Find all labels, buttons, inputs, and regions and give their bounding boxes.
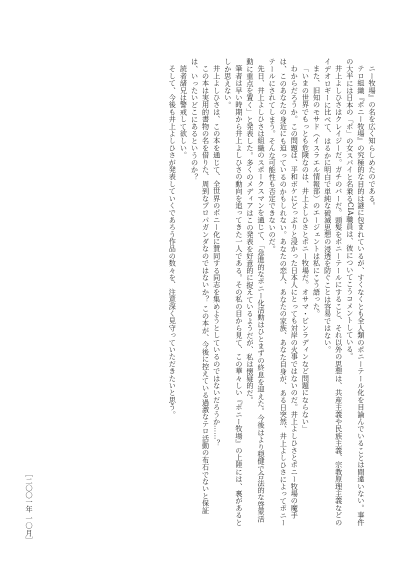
paragraph: 読者諸兄は警戒して欲しい。: [179, 65, 189, 159]
paragraph: そして、今後も井上よしひさが発表していくであろう作品の数々を、注意深く見守っていただきたいと思う。: [168, 65, 178, 418]
paragraph: 筆者は早い時期から井上よしひさの動向を追ってきた一人である。その私の目から見て、この華々しい『ポニー牧場』の上陸には、裏があるとしか思えない。: [223, 58, 244, 526]
paragraph: また、旧知のモサド（イスラエル情報部）のエージェントは私にこう語った。: [312, 65, 322, 318]
paragraph: わからだろうか。この問題は、平和ボケにどっぷりと浸かった日本人にとっても対岸の火事ではないのだ。井上よしひさとポニー牧場の魔手は、このあなたの身近にも迫っているのかもしれない。あなたの恋人、あなたの家族、あなた自身が、ある日突然、井上よしひさによってポニーテールにされてしまう。そんな可能性も否定できないのだ。: [268, 58, 300, 526]
article-date: ［二〇〇一年 一〇月］: [25, 470, 34, 544]
paragraph: 井上よしひさはクレイジーだ。ガチのバーだ。頭髪をポニーテールにすること、それ以外の思想は、共産主義や民族主義、宗教原理主義などのイデオロギーに比べて、はるかに明白で単純な破滅思想の浸透を防ぐことは容易ではない。: [323, 58, 344, 526]
paragraph: 井上よしひさは、この本を通じて、全世界のポニー化に賛同する同志を集めようとしているのではないだろうか……？: [212, 65, 222, 447]
paragraph: この本は実用的書物の名を借りた、周到なプロパガンダなのではないか？ この本が、今後に控えている過激なテロ活動の布石でないと保証は、いったいどこにあるというのか？: [190, 58, 211, 514]
paragraph: 「いまの世界でもっとも危険なのは、井上よしひさとポニー牧場だ。オサマ・ビンラディンなど問題にならない」: [301, 65, 311, 433]
paragraph: テロ組織『ポニー牧場』の究極的な目的は謎に包まれているが、すくなくとも全人類のポニーテール化を目論んでいることは間違いない。事件の大半には日本の「ポ」の女スパイと名乗るCIA職員は、彼についてこうコメントしている。: [345, 58, 366, 526]
article-body: [22, 58, 378, 528]
paragraph: ニー牧場』の名を広く知らしめたのである。: [368, 65, 377, 210]
paragraph: 先日、井上よしひさは組織のスポークスマンを通じて、「急進的なポニー化活動はひとまずの終息を迎えた。今後はより穏健で合法的な啓蒙活動に重点を置く」と発表した。多くのメディアはこの発表を好意的に捉えているようだが、私は懐疑的だ。: [245, 58, 267, 523]
